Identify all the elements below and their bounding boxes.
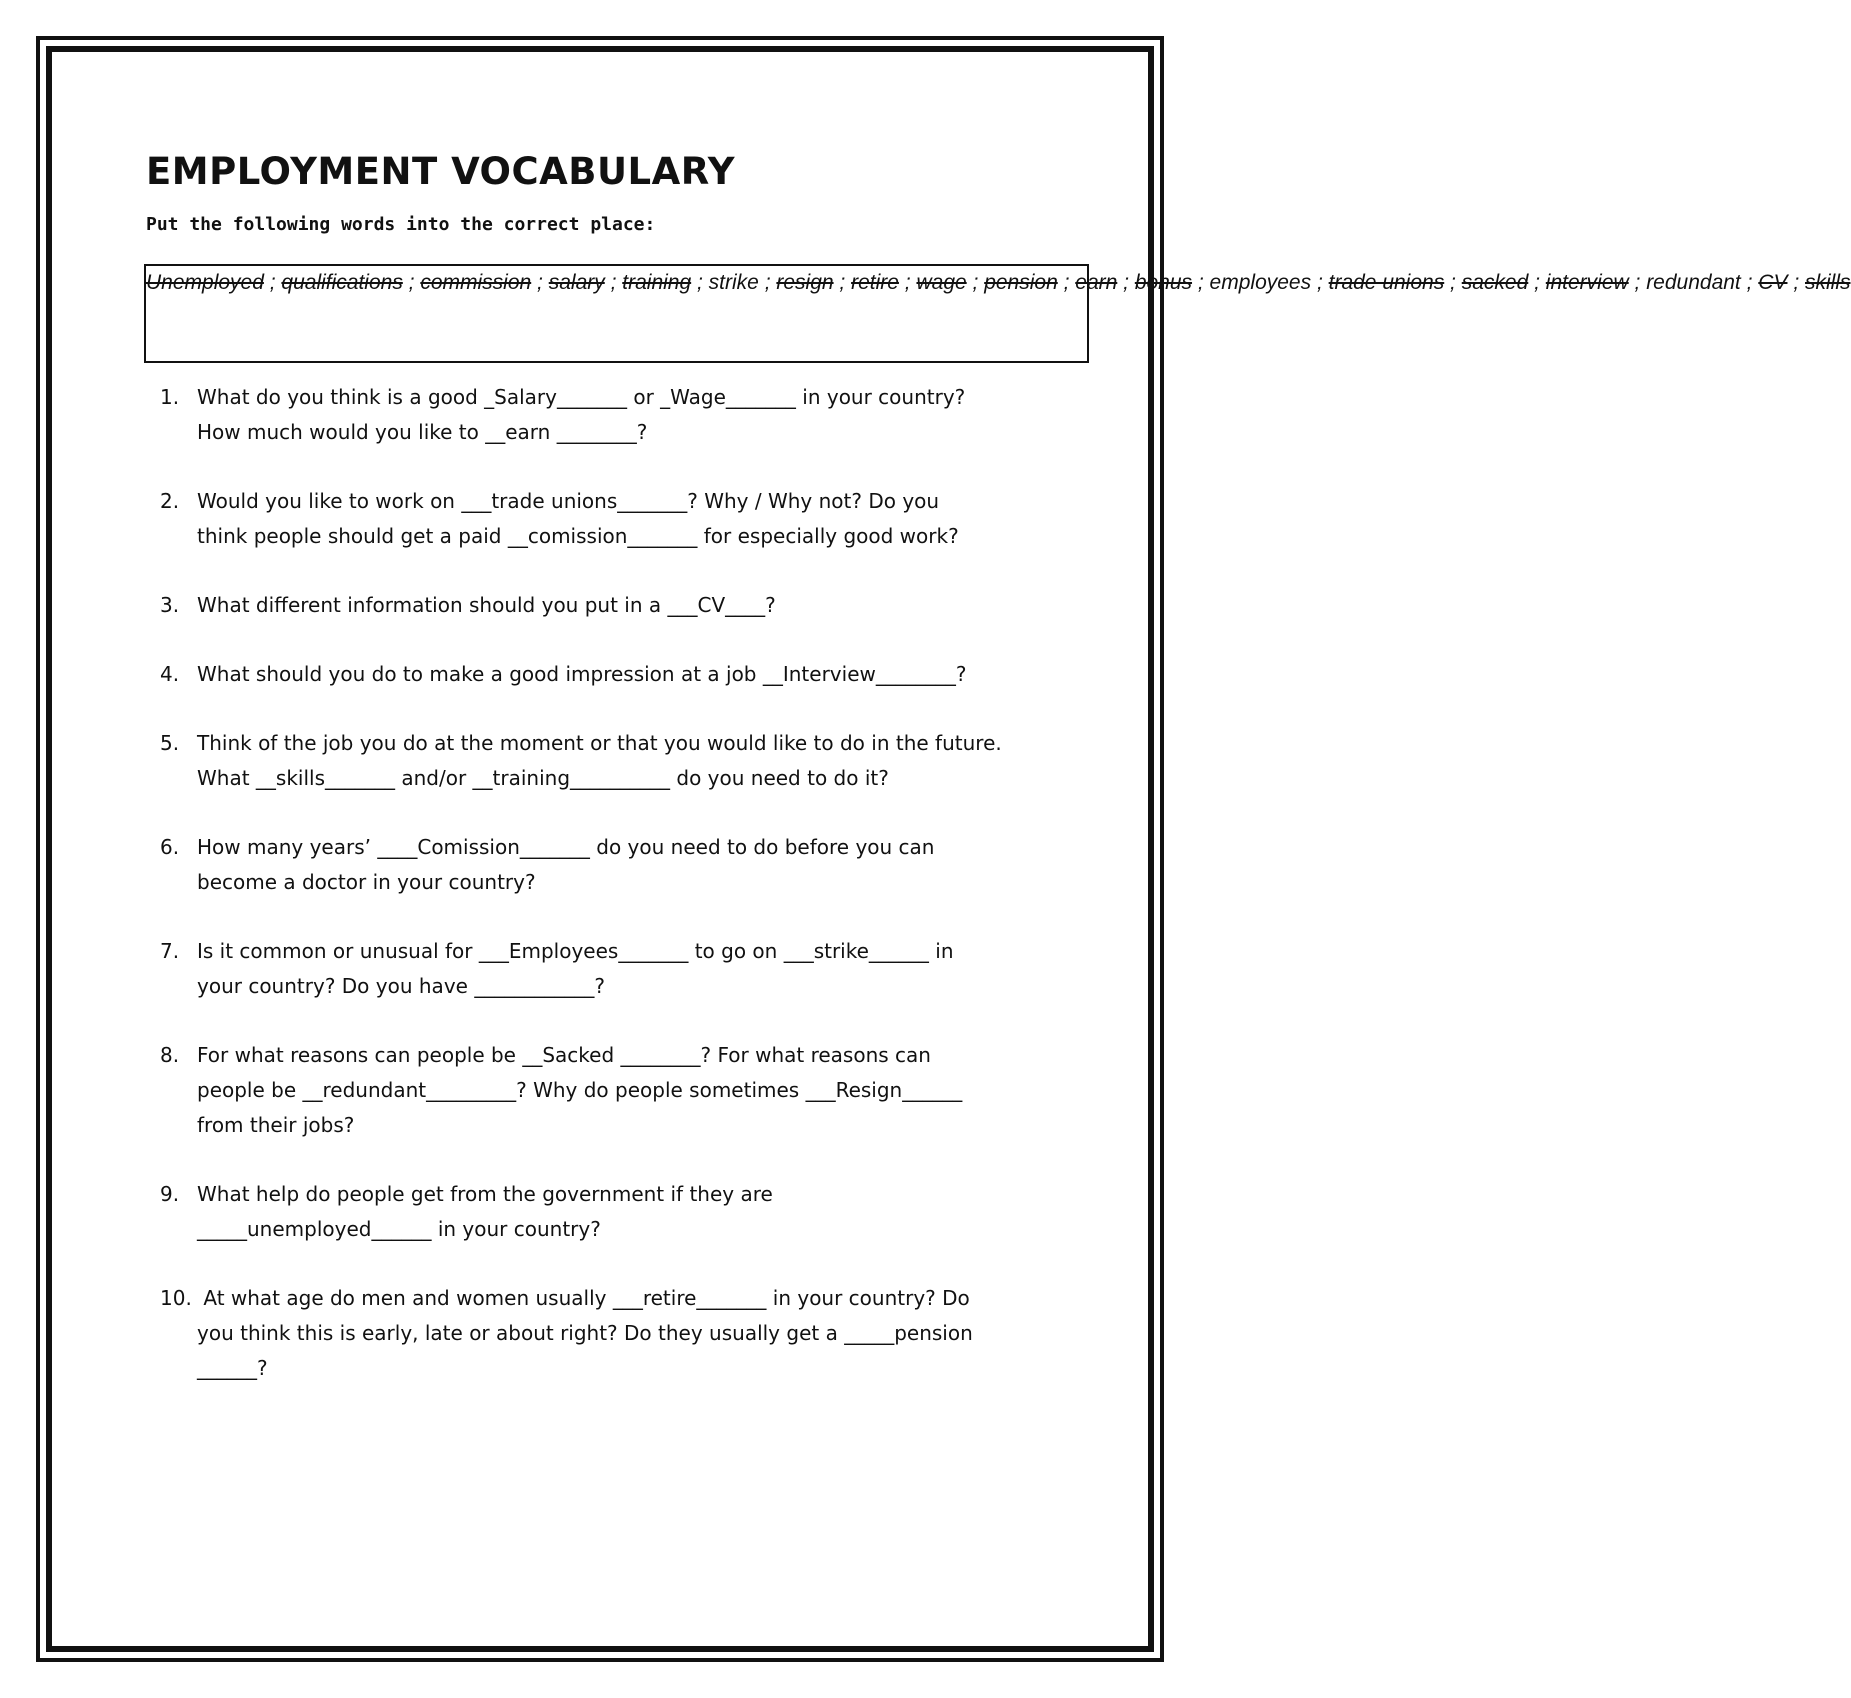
question-item bbox=[160, 1281, 1060, 1386]
word-bank-item: earn bbox=[1075, 271, 1118, 294]
word-bank-item: Unemployed bbox=[146, 271, 264, 294]
word-separator: ; bbox=[1057, 271, 1076, 294]
word-bank-item: interview bbox=[1545, 271, 1629, 294]
question-number: 5. bbox=[160, 731, 180, 755]
question-line: At what age do men and women usually ___retire_______ in your country? Do bbox=[197, 1286, 970, 1310]
word-bank-box bbox=[144, 264, 1851, 363]
word-separator: ; bbox=[691, 271, 709, 294]
question-line: become a doctor in your country? bbox=[197, 870, 536, 894]
word-bank-item: redundant bbox=[1646, 271, 1741, 294]
question-line: What do you think is a good _Salary_______ or _Wage_______ in your country? bbox=[197, 385, 966, 409]
word-separator: ; bbox=[1740, 271, 1759, 294]
question-list bbox=[160, 380, 1060, 1420]
question-item bbox=[160, 830, 1060, 900]
word-bank-item: CV bbox=[1758, 271, 1788, 294]
word-bank-item: bonus bbox=[1134, 271, 1193, 294]
question-line: Is it common or unusual for ___Employees_______ to go on ___strike______ in bbox=[197, 939, 954, 963]
question-number: 7. bbox=[160, 939, 180, 963]
word-separator: ; bbox=[402, 271, 421, 294]
word-bank-item: trade unions bbox=[1328, 271, 1445, 294]
word-separator: ; bbox=[966, 271, 985, 294]
word-separator: ; bbox=[604, 271, 623, 294]
question-number: 9. bbox=[160, 1182, 180, 1206]
question-line: _____unemployed______ in your country? bbox=[197, 1217, 601, 1241]
question-number: 4. bbox=[160, 662, 180, 686]
question-line: For what reasons can people be __Sacked ________? For what reasons can bbox=[197, 1043, 931, 1067]
question-item bbox=[160, 588, 1060, 623]
word-separator: ; bbox=[1117, 271, 1135, 294]
word-bank-item: salary bbox=[548, 271, 605, 294]
question-number: 6. bbox=[160, 835, 180, 859]
question-number: 8. bbox=[160, 1043, 180, 1067]
question-number: 2. bbox=[160, 489, 180, 513]
question-line: from their jobs? bbox=[197, 1113, 355, 1137]
question-number: 3. bbox=[160, 593, 180, 617]
page-title: EMPLOYMENT VOCABULARY bbox=[146, 150, 736, 193]
question-line: people be __redundant_________? Why do people sometimes ___Resign______ bbox=[197, 1078, 963, 1102]
word-bank-item: commission bbox=[420, 271, 532, 294]
word-bank-item: retire bbox=[851, 271, 899, 294]
question-line: What __skills_______ and/or __training__________ do you need to do it? bbox=[197, 766, 889, 790]
question-item bbox=[160, 1177, 1060, 1247]
question-line: What different information should you put in a ___CV____? bbox=[197, 593, 776, 617]
question-line: you think this is early, late or about right? Do they usually get a _____pension bbox=[197, 1321, 973, 1345]
word-bank-item: wage bbox=[916, 271, 967, 294]
question-item bbox=[160, 380, 1060, 450]
question-item bbox=[160, 657, 1060, 692]
word-separator: ; bbox=[1528, 271, 1546, 294]
word-bank-item: resign bbox=[776, 271, 834, 294]
question-line: How many years’ ____Comission_______ do you need to do before you can bbox=[197, 835, 935, 859]
word-bank-item: employees bbox=[1209, 271, 1312, 294]
word-bank-item: training bbox=[622, 271, 692, 294]
question-line: What help do people get from the government if they are bbox=[197, 1182, 773, 1206]
word-separator: ; bbox=[1311, 271, 1329, 294]
word-bank-item: skills bbox=[1805, 271, 1851, 294]
word-separator: ; bbox=[1787, 271, 1805, 294]
word-bank-item: strike bbox=[708, 271, 759, 294]
question-line: ______? bbox=[197, 1356, 268, 1380]
word-separator: ; bbox=[898, 271, 917, 294]
question-line: How much would you like to __earn ________? bbox=[197, 420, 648, 444]
word-separator: ; bbox=[1444, 271, 1462, 294]
word-bank-item: qualifications bbox=[281, 271, 403, 294]
word-bank-item: pension bbox=[984, 271, 1058, 294]
question-line: think people should get a paid __comission_______ for especially good work? bbox=[197, 524, 959, 548]
word-bank-item: sacked bbox=[1461, 271, 1529, 294]
question-line: Think of the job you do at the moment or that you would like to do in the future. bbox=[197, 731, 1002, 755]
question-item bbox=[160, 1038, 1060, 1143]
question-item bbox=[160, 484, 1060, 554]
question-line: Would you like to work on ___trade unions_______? Why / Why not? Do you bbox=[197, 489, 940, 513]
question-line: What should you do to make a good impression at a job __Interview________? bbox=[197, 662, 967, 686]
word-separator: ; bbox=[1628, 271, 1647, 294]
word-separator: ; bbox=[833, 271, 852, 294]
word-separator: ; bbox=[758, 271, 777, 294]
word-separator: ; bbox=[531, 271, 549, 294]
question-item bbox=[160, 726, 1060, 796]
word-separator: ; bbox=[263, 271, 282, 294]
question-number: 10. bbox=[160, 1286, 192, 1310]
question-line: your country? Do you have ____________? bbox=[197, 974, 605, 998]
question-item bbox=[160, 934, 1060, 1004]
word-separator: ; bbox=[1192, 271, 1210, 294]
question-number: 1. bbox=[160, 385, 180, 409]
instruction-text: Put the following words into the correct place: bbox=[146, 214, 656, 235]
